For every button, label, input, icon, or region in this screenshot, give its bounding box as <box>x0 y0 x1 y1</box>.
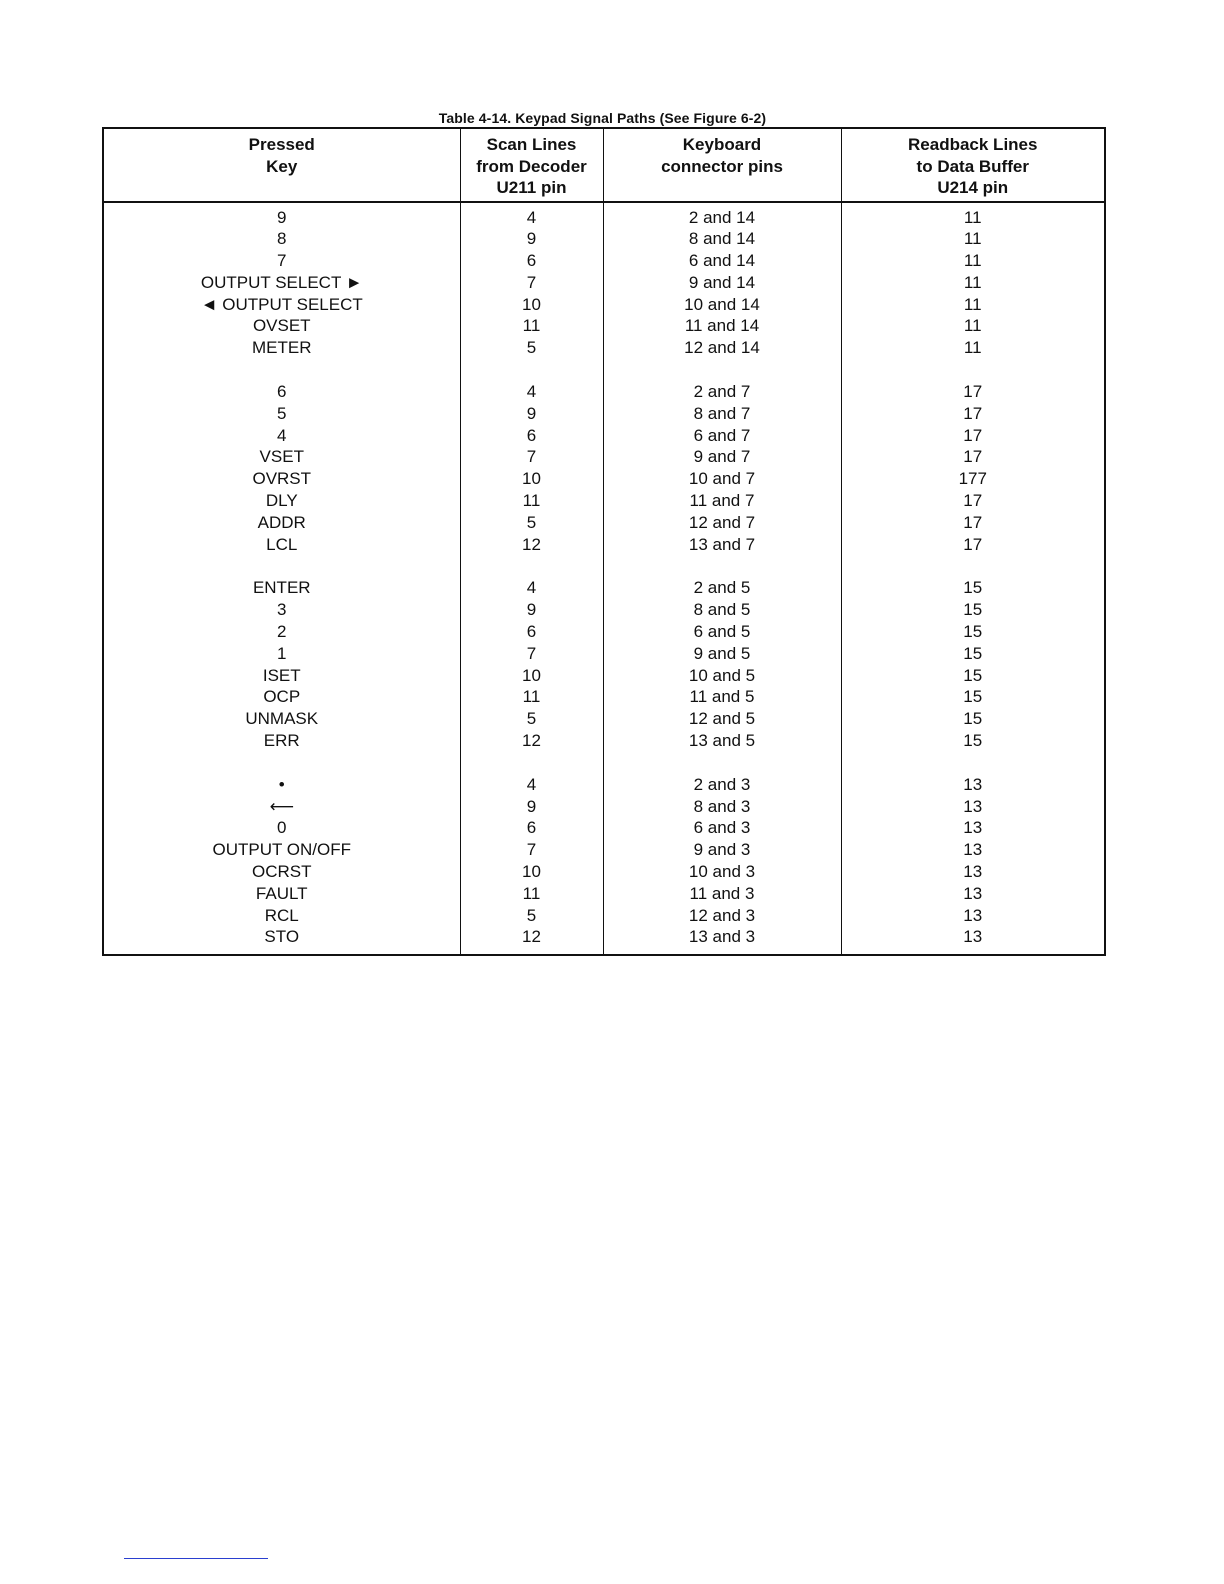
table-row <box>103 774 1105 796</box>
scan-line-cell: 7 <box>460 839 603 861</box>
header-pressed-key <box>103 128 460 202</box>
pressed-key-cell: FAULT <box>255 883 308 903</box>
header-line: from Decoder <box>476 156 587 176</box>
header-line: U214 pin <box>937 178 1009 197</box>
readback-line-cell: 11 <box>841 294 1105 316</box>
scan-line-cell: 10 <box>460 861 603 883</box>
connector-pins-cell: 6 and 7 <box>603 425 841 447</box>
pressed-key-cell: 4 <box>277 425 287 445</box>
scan-line-cell: 4 <box>460 202 603 229</box>
group-spacer-row <box>103 555 1105 577</box>
pressed-key-cell: OCRST <box>252 862 312 882</box>
scan-line-cell: 7 <box>460 446 603 468</box>
connector-pins-cell: 10 and 3 <box>603 861 841 883</box>
scan-line-cell: 7 <box>460 643 603 665</box>
header-line: connector pins <box>661 156 783 176</box>
pressed-key-cell: OVSET <box>252 316 311 336</box>
scan-line-cell: 6 <box>460 621 603 643</box>
scan-line-cell: 11 <box>460 883 603 905</box>
pressed-key-cell: LCL <box>266 534 298 554</box>
connector-pins-cell: 11 and 5 <box>603 686 841 708</box>
readback-line-cell: 11 <box>841 250 1105 272</box>
scan-line-cell: 11 <box>460 686 603 708</box>
pressed-key-cell: OVRST <box>252 469 312 489</box>
table-row <box>103 490 1105 512</box>
scan-line-cell: 12 <box>460 534 603 556</box>
readback-line-cell: 15 <box>841 708 1105 730</box>
readback-line-cell: 15 <box>841 665 1105 687</box>
scan-line-cell: 6 <box>460 817 603 839</box>
spacer-cell <box>841 555 1105 577</box>
connector-pins-cell: 10 and 5 <box>603 665 841 687</box>
scan-line-cell: 11 <box>460 315 603 337</box>
spacer-cell <box>460 359 603 381</box>
pressed-key-cell: 6 <box>277 382 287 402</box>
pressed-key-cell: ADDR <box>257 512 306 532</box>
table-row <box>103 403 1105 425</box>
connector-pins-cell: 9 and 3 <box>603 839 841 861</box>
spacer-cell <box>603 752 841 774</box>
connector-pins-cell: 9 and 7 <box>603 446 841 468</box>
connector-pins-cell: 13 and 5 <box>603 730 841 752</box>
connector-pins-cell: 12 and 14 <box>603 337 841 359</box>
readback-line-cell: 11 <box>841 337 1105 359</box>
readback-line-cell: 177 <box>841 468 1105 490</box>
scan-line-cell: 6 <box>460 250 603 272</box>
table-row <box>103 512 1105 534</box>
header-readback-lines <box>841 128 1105 202</box>
table-row <box>103 425 1105 447</box>
readback-line-cell: 13 <box>841 861 1105 883</box>
table-row <box>103 599 1105 621</box>
pressed-key-cell: ◄ OUTPUT SELECT <box>200 294 363 314</box>
pressed-key-cell: 9 <box>277 207 287 227</box>
pressed-key-cell: 5 <box>277 403 287 423</box>
pressed-key-cell: • <box>278 774 285 794</box>
table-row <box>103 446 1105 468</box>
table-row <box>103 708 1105 730</box>
connector-pins-cell: 12 and 7 <box>603 512 841 534</box>
readback-line-cell: 17 <box>841 490 1105 512</box>
keypad-signal-paths-table <box>102 127 1106 956</box>
group-spacer-row <box>103 752 1105 774</box>
table-row <box>103 250 1105 272</box>
pressed-key-cell: UNMASK <box>245 709 319 729</box>
connector-pins-cell: 11 and 3 <box>603 883 841 905</box>
table-row <box>103 534 1105 556</box>
connector-pins-cell: 6 and 3 <box>603 817 841 839</box>
readback-line-cell: 11 <box>841 315 1105 337</box>
table-row <box>103 468 1105 490</box>
scan-line-cell: 6 <box>460 425 603 447</box>
connector-pins-cell: 13 and 7 <box>603 534 841 556</box>
readback-line-cell: 13 <box>841 926 1105 955</box>
connector-pins-cell: 11 and 14 <box>603 315 841 337</box>
table-row <box>103 381 1105 403</box>
spacer-cell <box>841 359 1105 381</box>
table-row <box>103 839 1105 861</box>
table-row <box>103 643 1105 665</box>
table-row <box>103 817 1105 839</box>
readback-line-cell: 11 <box>841 202 1105 229</box>
connector-pins-cell: 11 and 7 <box>603 490 841 512</box>
pressed-key-cell: OUTPUT ON/OFF <box>212 840 351 860</box>
connector-pins-cell: 13 and 3 <box>603 926 841 955</box>
readback-line-cell: 13 <box>841 905 1105 927</box>
header-line: Readback Lines <box>908 135 1038 154</box>
scan-line-cell: 10 <box>460 294 603 316</box>
table-caption: Table 4-14. Keypad Signal Paths (See Figure 6-2) <box>438 110 767 126</box>
readback-line-cell: 17 <box>841 512 1105 534</box>
table-row <box>103 272 1105 294</box>
scan-line-cell: 5 <box>460 905 603 927</box>
scan-line-cell: 5 <box>460 512 603 534</box>
connector-pins-cell: 10 and 7 <box>603 468 841 490</box>
scan-line-cell: 11 <box>460 490 603 512</box>
table-row <box>103 796 1105 818</box>
table-row <box>103 730 1105 752</box>
scan-line-cell: 4 <box>460 774 603 796</box>
pressed-key-cell: 8 <box>277 229 287 249</box>
readback-line-cell: 15 <box>841 599 1105 621</box>
connector-pins-cell: 8 and 7 <box>603 403 841 425</box>
group-spacer-row <box>103 359 1105 381</box>
connector-pins-cell: 8 and 14 <box>603 228 841 250</box>
header-line: Scan Lines <box>486 135 577 154</box>
readback-line-cell: 11 <box>841 228 1105 250</box>
readback-line-cell: 13 <box>841 796 1105 818</box>
readback-line-cell: 17 <box>841 381 1105 403</box>
scan-line-cell: 5 <box>460 337 603 359</box>
pressed-key-cell: METER <box>252 338 312 358</box>
readback-line-cell: 15 <box>841 686 1105 708</box>
scan-line-cell: 4 <box>460 577 603 599</box>
pressed-key-cell: 1 <box>277 643 287 663</box>
connector-pins-cell: 6 and 5 <box>603 621 841 643</box>
spacer-cell <box>460 752 603 774</box>
readback-line-cell: 15 <box>841 621 1105 643</box>
connector-pins-cell: 9 and 5 <box>603 643 841 665</box>
pressed-key-cell: ENTER <box>252 578 311 598</box>
table-row <box>103 337 1105 359</box>
scan-line-cell: 9 <box>460 403 603 425</box>
readback-line-cell: 15 <box>841 730 1105 752</box>
spacer-cell <box>460 555 603 577</box>
table-row <box>103 686 1105 708</box>
connector-pins-cell: 2 and 7 <box>603 381 841 403</box>
pressed-key-cell: DLY <box>265 491 298 511</box>
scan-line-cell: 4 <box>460 381 603 403</box>
header-line: Key <box>266 156 298 176</box>
header-line: to Data Buffer <box>916 156 1029 176</box>
readback-line-cell: 15 <box>841 643 1105 665</box>
pressed-key-cell: STO <box>264 927 300 947</box>
connector-pins-cell: 10 and 14 <box>603 294 841 316</box>
pressed-key-cell: 2 <box>277 622 287 642</box>
connector-pins-cell: 2 and 5 <box>603 577 841 599</box>
readback-line-cell: 11 <box>841 272 1105 294</box>
spacer-cell <box>103 555 460 577</box>
header-scan-lines <box>460 128 603 202</box>
readback-line-cell: 17 <box>841 403 1105 425</box>
table-row <box>103 294 1105 316</box>
scan-line-cell: 9 <box>460 796 603 818</box>
pressed-key-cell: OCP <box>263 687 301 707</box>
connector-pins-cell: 8 and 3 <box>603 796 841 818</box>
readback-line-cell: 17 <box>841 534 1105 556</box>
connector-pins-cell: 6 and 14 <box>603 250 841 272</box>
pressed-key-cell: ERR <box>263 731 300 751</box>
header-row <box>103 128 1105 202</box>
pressed-key-cell: ISET <box>262 665 301 685</box>
scan-line-cell: 12 <box>460 730 603 752</box>
connector-pins-cell: 8 and 5 <box>603 599 841 621</box>
readback-line-cell: 15 <box>841 577 1105 599</box>
table-row <box>103 883 1105 905</box>
table-row <box>103 315 1105 337</box>
spacer-cell <box>103 359 460 381</box>
scan-line-cell: 9 <box>460 599 603 621</box>
connector-pins-cell: 12 and 5 <box>603 708 841 730</box>
connector-pins-cell: 2 and 3 <box>603 774 841 796</box>
table-row <box>103 861 1105 883</box>
table-row <box>103 202 1105 229</box>
pressed-key-cell: 0 <box>277 818 287 838</box>
table-row <box>103 905 1105 927</box>
header-line: Pressed <box>248 135 315 154</box>
connector-pins-cell: 2 and 14 <box>603 202 841 229</box>
table-row <box>103 621 1105 643</box>
table-row <box>103 665 1105 687</box>
table-row <box>103 926 1105 955</box>
pressed-key-cell: 3 <box>277 600 287 620</box>
header-keyboard-pins <box>603 128 841 202</box>
readback-line-cell: 13 <box>841 774 1105 796</box>
readback-line-cell: 13 <box>841 839 1105 861</box>
pressed-key-cell: RCL <box>264 905 299 925</box>
footer-rule <box>124 1558 268 1559</box>
scan-line-cell: 10 <box>460 665 603 687</box>
scan-line-cell: 7 <box>460 272 603 294</box>
scan-line-cell: 9 <box>460 228 603 250</box>
pressed-key-cell: OUTPUT SELECT ► <box>200 272 363 292</box>
readback-line-cell: 13 <box>841 817 1105 839</box>
pressed-key-cell: VSET <box>259 447 304 467</box>
pressed-key-cell: ⟵ <box>269 796 294 816</box>
readback-line-cell: 13 <box>841 883 1105 905</box>
scan-line-cell: 5 <box>460 708 603 730</box>
header-line: Keyboard <box>682 135 762 154</box>
header-line: U211 pin <box>496 178 567 197</box>
spacer-cell <box>841 752 1105 774</box>
connector-pins-cell: 12 and 3 <box>603 905 841 927</box>
pressed-key-cell: 7 <box>277 251 287 271</box>
table-row <box>103 577 1105 599</box>
scan-line-cell: 12 <box>460 926 603 955</box>
readback-line-cell: 17 <box>841 446 1105 468</box>
connector-pins-cell: 9 and 14 <box>603 272 841 294</box>
spacer-cell <box>103 752 460 774</box>
table-row <box>103 228 1105 250</box>
scan-line-cell: 10 <box>460 468 603 490</box>
spacer-cell <box>603 359 841 381</box>
table-body <box>103 202 1105 956</box>
spacer-cell <box>603 555 841 577</box>
readback-line-cell: 17 <box>841 425 1105 447</box>
